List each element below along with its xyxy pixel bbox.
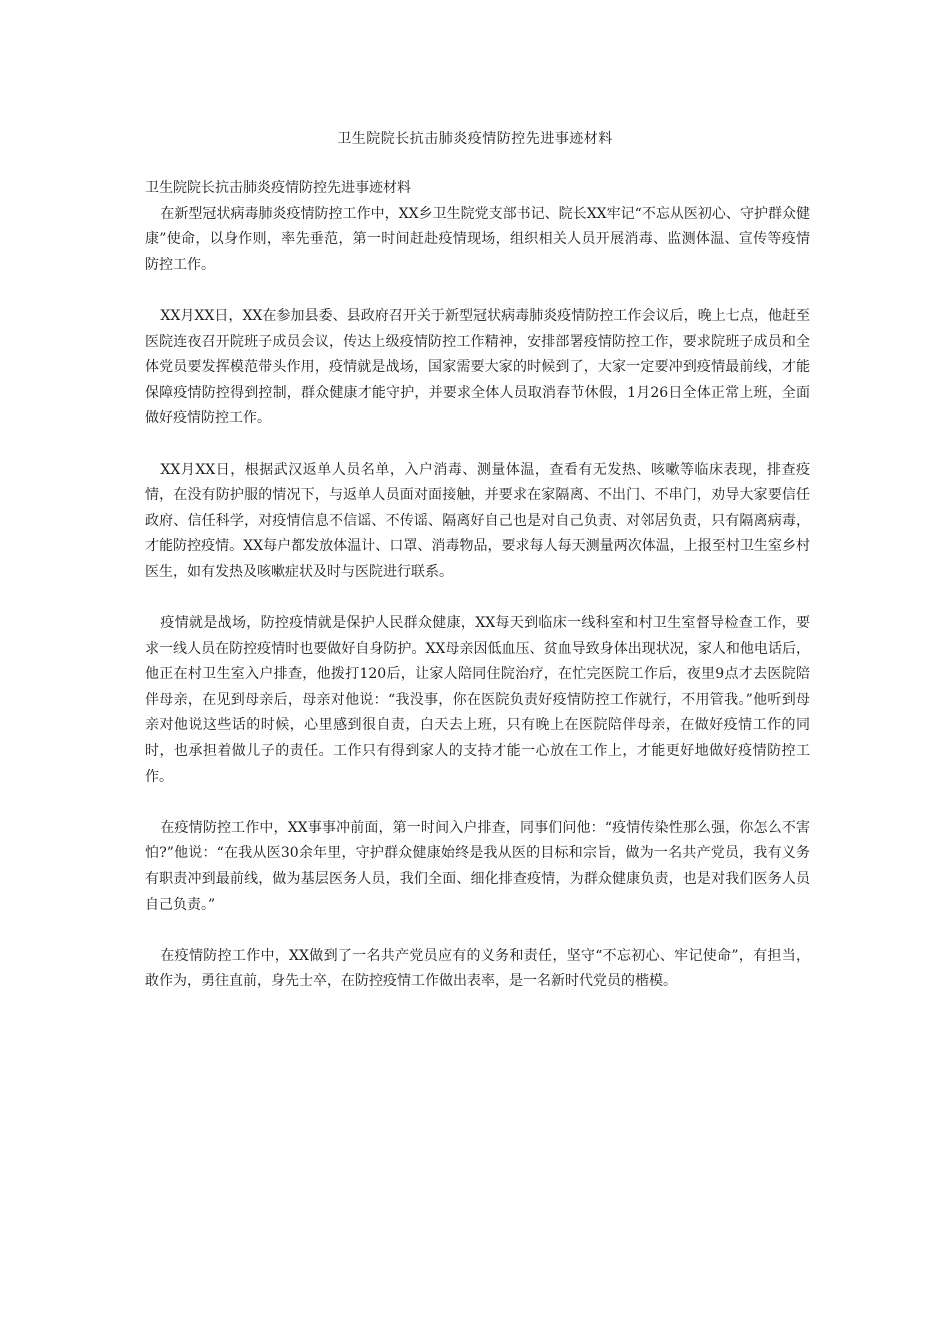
document-subtitle: 卫生院院长抗击肺炎疫情防控先进事迹材料 bbox=[145, 180, 411, 196]
document-body bbox=[145, 176, 810, 995]
paragraph-frontline: 在疫情防控工作中，XX事事冲前面，第一时间入户排查，同事们问他：“疫情传染性那么强，你怎么不害怕?”他说：“在我从医30余年里，守护群众健康始终是我从医的目标和宗旨，做为一名共产党员，我有义务有职责冲到最前线，做为基层医务人员，我们全面、细化排查疫情，为群众健康负责，也是对我们医务人员自己负责。” bbox=[145, 819, 810, 913]
paragraph-conclusion: 在疫情防控工作中，XX做到了一名共产党员应有的义务和责任，坚守“不忘初心、牢记使命”，有担当，敢作为，勇往直前，身先士卒，在防控疫情工作做出表率，是一名新时代党员的楷模。 bbox=[145, 947, 810, 990]
paragraph-meeting: XX月XX日，XX在参加县委、县政府召开关于新型冠状病毒肺炎疫情防控工作会议后，晚上七点，他赶至医院连夜召开院班子成员会议，传达上级疫情防控工作精神，安排部署疫情防控工作，要求院班子成员和全体党员要发挥模范带头作用，疫情就是战场，国家需要大家的时候到了，大家一定要冲到疫情最前线，才能保障疫情防控得到控制，群众健康才能守护，并要求全体人员取消春节休假，1月26日全体正常上班，全面做好疫情防控工作。 bbox=[145, 307, 810, 427]
paragraph-family: 疫情就是战场，防控疫情就是保护人民群众健康，XX每天到临床一线科室和村卫生室督导检查工作，要求一线人员在防控疫情时也要做好自身防护。XX母亲因低血压、贫血导致身体出现状况，家人和他电话后，他正在村卫生室入户排查，他拨打120后，让家人陪同住院治疗，在忙完医院工作后，夜里9点才去医院陪伴母亲，在见到母亲后，母亲对他说：“我没事，你在医院负责好疫情防控工作就行，不用管我。”他听到母亲对他说这些话的时候，心里感到很自责，白天去上班，只有晚上在医院陪伴母亲，在做好疫情工作的同时，也承担着做儿子的责任。工作只有得到家人的支持才能一心放在工作上，才能更好地做好疫情防控工作。 bbox=[145, 615, 810, 785]
paragraph-screening: XX月XX日，根据武汉返单人员名单，入户消毒、测量体温，查看有无发热、咳嗽等临床表现，排查疫情，在没有防护服的情况下，与返单人员面对面接触，并要求在家隔离、不出门、不串门，劝导大家要信任政府、信任科学，对疫情信息不信谣、不传谣、隔离好自己也是对自己负责、对邻居负责，只有隔离病毒，才能防控疫情。XX每户都发放体温计、口罩、消毒物品，要求每人每天测量两次体温，上报至村卫生室乡村医生，如有发热及咳嗽症状及时与医院进行联系。 bbox=[145, 461, 810, 580]
document-title: 卫生院院长抗击肺炎疫情防控先进事迹材料 bbox=[337, 131, 613, 147]
paragraph-intro: 在新型冠状病毒肺炎疫情防控工作中，XX乡卫生院党支部书记、院长XX牢记“不忘从医初心、守护群众健康”使命，以身作则，率先垂范，第一时间赶赴疫情现场，组织相关人员开展消毒、监测体温、宣传等疫情防控工作。 bbox=[145, 205, 810, 273]
